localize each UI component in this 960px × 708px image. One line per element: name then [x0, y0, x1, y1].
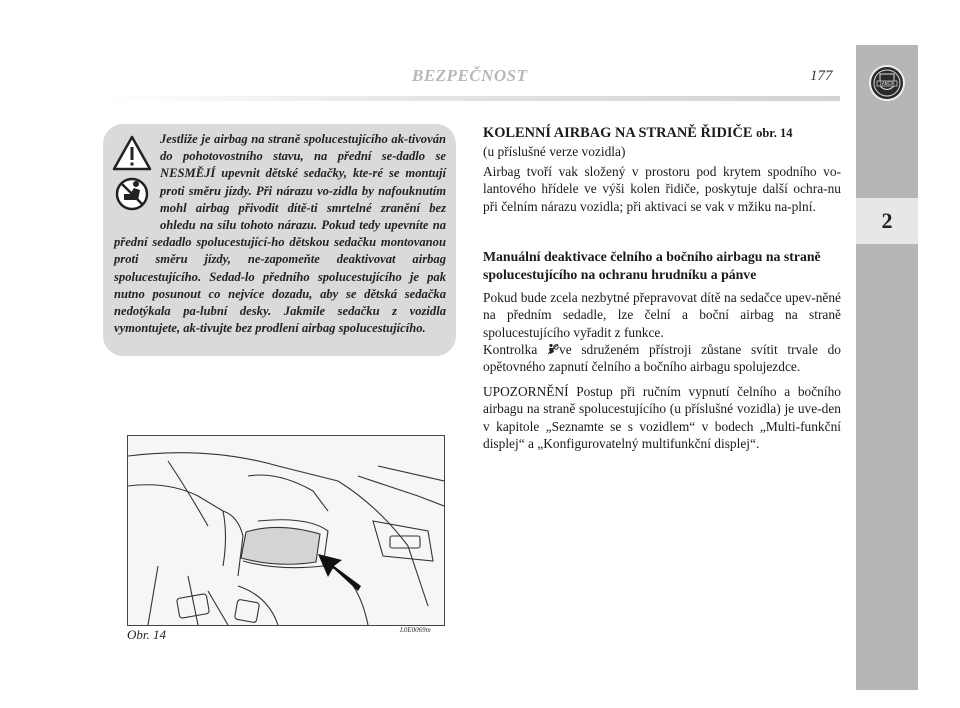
- chapter-number: 2: [856, 198, 918, 244]
- heading-text: KOLENNÍ AIRBAG NA STRANĚ ŘIDIČE: [483, 125, 753, 141]
- figure-code: L0E0069m: [400, 626, 431, 634]
- heading-manual-deactivation: Manuální deaktivace čelního a bočního airbagu na straně spolucestujícího na ochranu hrudníku a pánve: [483, 249, 821, 282]
- version-note: (u příslušné verze vozidla): [483, 144, 626, 159]
- paragraph-knee-airbag: Airbag tvoří vak složený v prostoru pod krytem spodního vo-lantového hřídele ve výši kolen řidiče, poskytuje další ochra-nu při čelním nárazu vozidla; při aktivaci se vak v mžiku na-plní.: [483, 164, 841, 214]
- lancia-logo-icon: [869, 65, 905, 101]
- paragraph-note: UPOZORNĚNÍ Postup při ručním vypnutí čelního a bočního airbagu na straně spolucestujícího (u příslušné vozidla) je uve-den v kapitole „Seznamte se s vozidlem“ v bodech „Multi-funkční displej“ a „Konfigurovatelný multifunkční displej“.: [483, 384, 841, 451]
- figure-reference: obr. 14: [756, 126, 793, 140]
- page-number: 177: [810, 68, 833, 84]
- paragraph-deactivation: [483, 289, 841, 375]
- section-title: BEZPEČNOST: [412, 66, 528, 85]
- warning-light-text-end: ve sdruženém přístroji zůstane svítit trvale do opětovného zapnutí čelního a bočního airbagu spolujezdce.: [483, 341, 841, 375]
- header-rule: [105, 96, 840, 101]
- figure-knee-airbag: [127, 435, 445, 626]
- arrow-icon: [318, 554, 361, 591]
- chapter-tab-strip: [856, 45, 918, 690]
- deactivation-text: Pokud bude zcela nezbytné přepravovat dítě na sedačce upev-něné na předním sedadle, lze čelní a boční airbag na straně spolucestujícího vyřadit z funkce.: [483, 290, 841, 340]
- warning-light-text-start: Kontrolka: [483, 341, 538, 357]
- dashboard-illustration: [128, 436, 444, 625]
- logo-text: LANCIA: [879, 81, 895, 86]
- figure-caption: Obr. 14: [127, 627, 167, 642]
- heading-knee-airbag: [483, 125, 841, 142]
- warning-text: Jestliže je airbag na straně spolucestujícího ak-tivován do pohotovostního stavu, na přední se-dadlo se NESMĚJÍ upevnit dětské sedačky, kte-ré se montují proti směru jízdy. Při nárazu vo-zidla by nafouknutím mohl airbag přivodit dítě-ti smrtelné zranění bez ohledu na sílu tohoto nárazu. Pokud tedy upevníte na přední sedadlo spolucestující-ho dětskou sedačku montovanou proti směru jízdy, ne-zapomeňte deaktivovat airbag spolucestujícího. Sedad-lo předního spolucestujícího je pak nutno posunout co nejvíce dozadu, aby se dětská sedačka nedotýkala pa-lubní desky. Jakmile sedačku z vozidla vymontujete, ak-tivujte bez prodlení airbag spolucestujícího.: [114, 132, 446, 336]
- airbag-off-warning-icon: [547, 343, 559, 355]
- warning-text-container: [114, 131, 446, 337]
